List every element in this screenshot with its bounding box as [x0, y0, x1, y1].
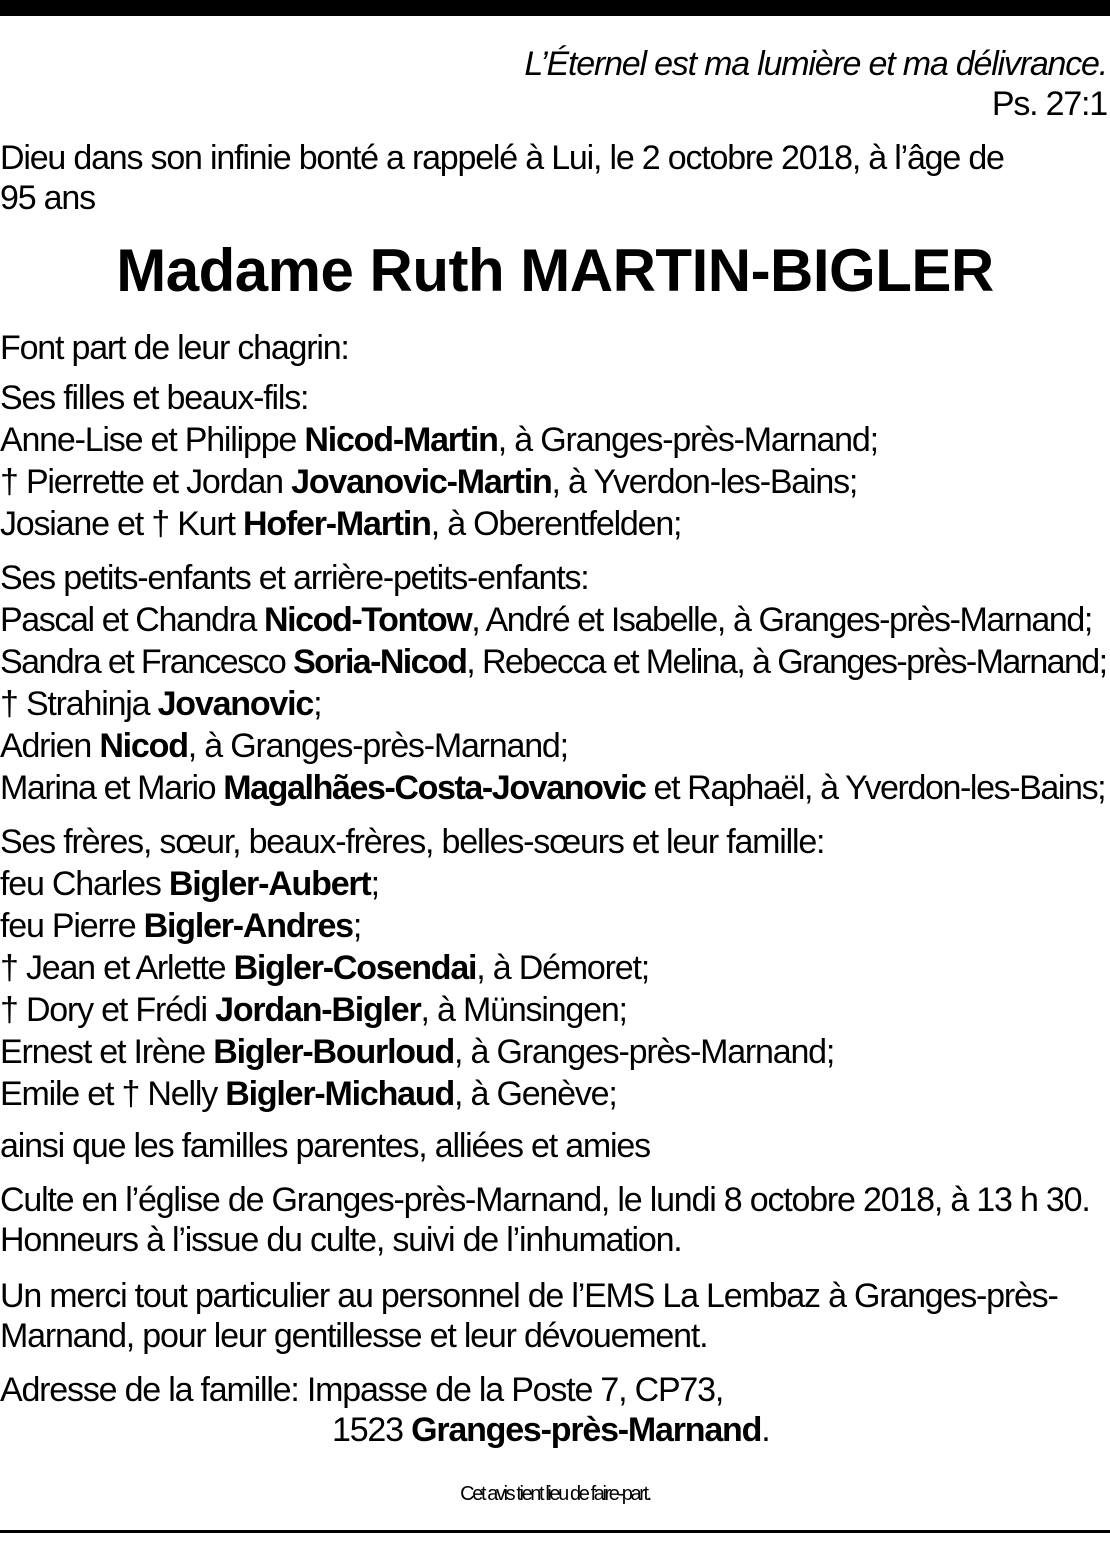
list-item: † Strahinja Jovanovic;	[0, 685, 322, 723]
service-line-2: Honneurs à l’issue du culte, suivi de l’inhumation.	[0, 1221, 682, 1259]
intro-line-2: 95 ans	[0, 179, 95, 217]
closing-note: Cet avis tient lieu de faire-part.	[460, 1483, 650, 1505]
list-item: Ernest et Irène Bigler-Bourloud, à Granges-près-Marnand;	[0, 1033, 835, 1071]
list-item: Anne-Lise et Philippe Nicod-Martin, à Granges-près-Marnand;	[0, 421, 878, 459]
list-item: Adrien Nicod, à Granges-près-Marnand;	[0, 727, 568, 765]
top-rule	[0, 0, 1110, 16]
bottom-rule	[0, 1530, 1110, 1533]
children-heading: Ses filles et beaux-fils:	[0, 379, 309, 417]
family-address-line-2: 1523 Granges-près-Marnand.	[332, 1411, 770, 1449]
grandchildren-heading: Ses petits-enfants et arrière-petits-enfants:	[0, 559, 589, 597]
list-item: Emile et † Nelly Bigler-Michaud, à Genève;	[0, 1075, 617, 1113]
thanks-line-1: Un merci tout particulier au personnel de l’EMS La Lembaz à Granges-près-	[0, 1277, 1058, 1315]
announcement: Font part de leur chagrin:	[0, 329, 349, 367]
list-item: † Dory et Frédi Jordan-Bigler, à Münsingen;	[0, 991, 627, 1029]
service-line-1: Culte en l’église de Granges-près-Marnand, le lundi 8 octobre 2018, à 13 h 30.	[0, 1181, 1090, 1219]
bible-verse: L’Éternel est ma lumière et ma délivrance.	[524, 45, 1107, 83]
list-item: Josiane et † Kurt Hofer-Martin, à Oberentfelden;	[0, 505, 682, 543]
list-item: Pascal et Chandra Nicod-Tontow, André et Isabelle, à Granges-près-Marnand;	[0, 601, 1092, 639]
list-item: Marina et Mario Magalhães-Costa-Jovanovic et Raphaël, à Yverdon-les-Bains;	[0, 769, 1106, 807]
list-item: Sandra et Francesco Soria-Nicod, Rebecca et Melina, à Granges-près-Marnand;	[0, 643, 1107, 681]
thanks-line-2: Marnand, pour leur gentillesse et leur dévouement.	[0, 1317, 708, 1355]
family-address-line-1: Adresse de la famille: Impasse de la Poste 7, CP73,	[0, 1371, 724, 1409]
relatives-line: ainsi que les familles parentes, alliées et amies	[0, 1127, 650, 1165]
list-item: † Jean et Arlette Bigler-Cosendai, à Démoret;	[0, 949, 649, 987]
intro-line-1: Dieu dans son infinie bonté a rappelé à Lui, le 2 octobre 2018, à l’âge de	[0, 139, 1004, 177]
siblings-heading: Ses frères, sœur, beaux-frères, belles-sœurs et leur famille:	[0, 823, 825, 861]
deceased-name: Madame Ruth MARTIN-BIGLER	[116, 237, 994, 304]
list-item: feu Charles Bigler-Aubert;	[0, 865, 379, 903]
list-item: feu Pierre Bigler-Andres;	[0, 907, 362, 945]
verse-reference: Ps. 27:1	[991, 85, 1107, 123]
list-item: † Pierrette et Jordan Jovanovic-Martin, à Yverdon-les-Bains;	[0, 463, 858, 501]
